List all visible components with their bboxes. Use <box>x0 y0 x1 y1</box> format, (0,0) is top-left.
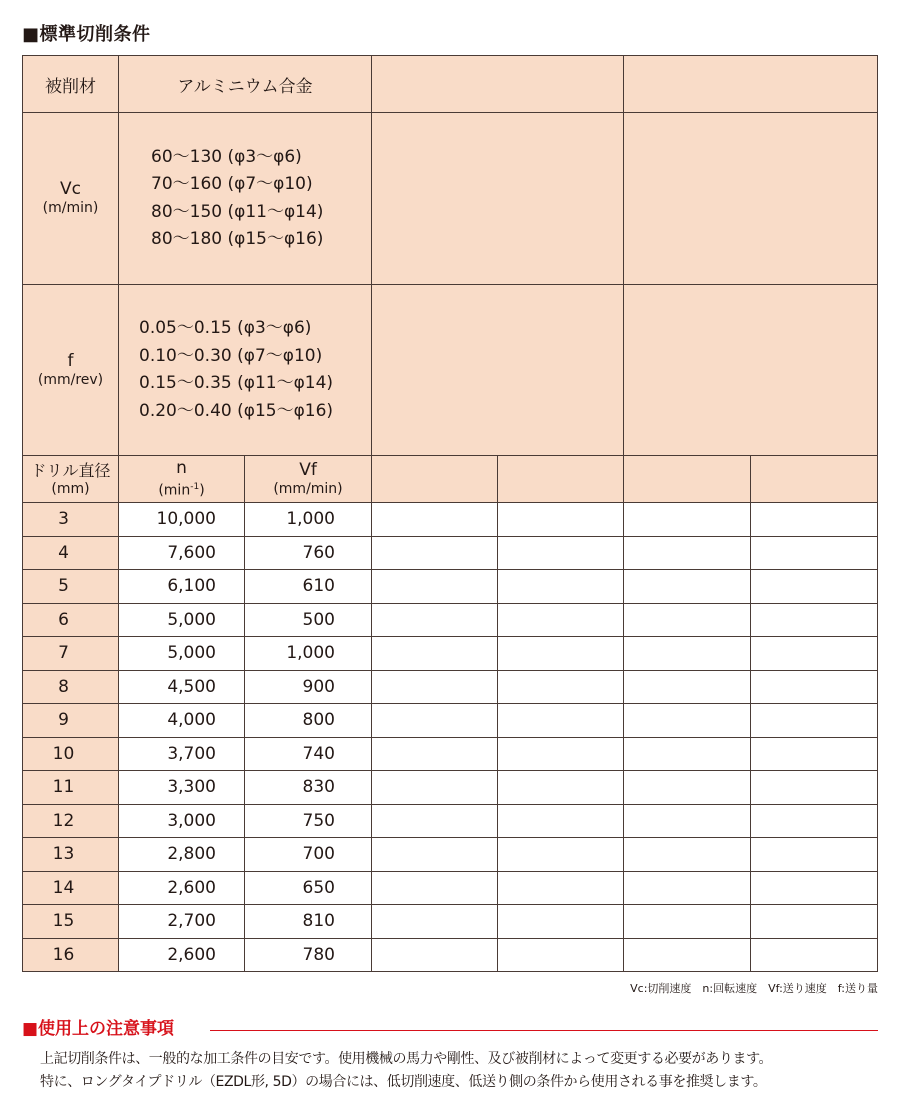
vc-unit: (m/min) <box>42 200 99 216</box>
empty-cell <box>751 704 878 738</box>
vf-header <box>245 456 372 503</box>
vc-value: 80～180 (φ15～φ16) <box>151 229 324 249</box>
notes-title: ■使用上の注意事項 <box>22 1018 182 1040</box>
empty-cell <box>372 871 498 905</box>
drill-diameter: 3 <box>23 503 119 537</box>
rotation-speed: 3,000 <box>119 804 245 838</box>
empty-cell <box>498 637 624 671</box>
feed-speed: 650 <box>245 871 372 905</box>
vc-value: 80～150 (φ11～φ14) <box>151 201 324 222</box>
n-label: n <box>176 457 187 478</box>
empty-cell <box>751 905 878 939</box>
drill-diameter: 11 <box>23 771 119 805</box>
header-empty <box>751 456 878 503</box>
table-row <box>23 804 878 838</box>
empty-cell <box>372 838 498 872</box>
rotation-speed: 6,100 <box>119 570 245 604</box>
empty-cell <box>372 670 498 704</box>
vc-label: Vc <box>60 179 81 199</box>
rotation-speed: 3,300 <box>119 771 245 805</box>
table-row <box>23 838 878 872</box>
table-row <box>23 603 878 637</box>
empty-cell <box>751 871 878 905</box>
drill-diameter: 10 <box>23 737 119 771</box>
drill-diameter: 8 <box>23 670 119 704</box>
drill-diameter: 16 <box>23 938 119 972</box>
feed-speed: 700 <box>245 838 372 872</box>
legend: Vc:切削速度 n:回転速度 Vf:送り速度 f:送り量 <box>630 982 878 995</box>
empty-cell <box>751 838 878 872</box>
feed-speed: 500 <box>245 603 372 637</box>
feed-speed: 1,000 <box>245 637 372 671</box>
empty-cell <box>751 503 878 537</box>
empty-cell <box>372 704 498 738</box>
drill-diameter: 13 <box>23 838 119 872</box>
material-empty-1 <box>372 56 624 113</box>
drill-diameter: 12 <box>23 804 119 838</box>
feed-speed: 900 <box>245 670 372 704</box>
empty-cell <box>372 905 498 939</box>
empty-cell <box>498 771 624 805</box>
empty-cell <box>751 804 878 838</box>
empty-cell <box>498 704 624 738</box>
empty-cell <box>624 737 751 771</box>
table-row <box>23 771 878 805</box>
empty-cell <box>372 771 498 805</box>
rotation-speed: 4,000 <box>119 704 245 738</box>
drill-diameter: 15 <box>23 905 119 939</box>
header-empty <box>498 456 624 503</box>
feed-speed: 830 <box>245 771 372 805</box>
n-header <box>119 456 245 503</box>
table-row <box>23 503 878 537</box>
vc-value: 70～160 (φ7～φ10) <box>151 174 313 194</box>
feed-speed: 800 <box>245 704 372 738</box>
f-label-cell <box>23 285 119 456</box>
vc-values <box>119 144 371 254</box>
dia-header <box>23 456 119 503</box>
header-empty <box>372 456 498 503</box>
n-unit: $(\min^{-1})$ <box>158 481 205 499</box>
feed-speed: 780 <box>245 938 372 972</box>
f-values-cell <box>119 285 372 456</box>
empty-cell <box>751 637 878 671</box>
rotation-speed: 2,800 <box>119 838 245 872</box>
empty-cell <box>498 905 624 939</box>
f-value: 0.20～0.40 (φ15～φ16) <box>139 400 334 421</box>
table-row <box>23 737 878 771</box>
material-row <box>23 56 878 113</box>
empty-cell <box>498 938 624 972</box>
empty-cell <box>372 503 498 537</box>
rotation-speed: 3,700 <box>119 737 245 771</box>
feed-speed: 810 <box>245 905 372 939</box>
empty-cell <box>624 704 751 738</box>
f-row <box>23 285 878 456</box>
vc-label-cell <box>23 113 119 285</box>
empty-cell <box>624 871 751 905</box>
drill-diameter: 7 <box>23 637 119 671</box>
empty-cell <box>751 603 878 637</box>
material-label: 被削材 <box>23 56 119 113</box>
empty-cell <box>624 503 751 537</box>
vc-empty-2 <box>624 113 878 285</box>
table-row <box>23 938 878 972</box>
empty-cell <box>751 570 878 604</box>
empty-cell <box>498 503 624 537</box>
empty-cell <box>751 670 878 704</box>
empty-cell <box>624 570 751 604</box>
dia-label: ドリル直径 <box>30 460 111 480</box>
f-empty-1 <box>372 285 624 456</box>
empty-cell <box>498 536 624 570</box>
section-title: ■標準切削条件 <box>22 24 151 45</box>
empty-cell <box>498 804 624 838</box>
rotation-speed: 2,600 <box>119 871 245 905</box>
f-value: 0.05～0.15 (φ3～φ6) <box>139 318 312 338</box>
empty-cell <box>751 536 878 570</box>
empty-cell <box>624 938 751 972</box>
material-empty-2 <box>624 56 878 113</box>
table-row <box>23 536 878 570</box>
table-row <box>23 570 878 604</box>
f-empty-2 <box>624 285 878 456</box>
data-rows <box>23 503 878 972</box>
empty-cell <box>372 536 498 570</box>
note-line-1: 上記切削条件は、一般的な加工条件の目安です。使用機械の馬力や剛性、及び被削材によって変更する必要があります。 <box>40 1051 773 1067</box>
empty-cell <box>624 771 751 805</box>
vc-row <box>23 113 878 285</box>
note-line-2: 特に、ロングタイプドリル（EZDL形, 5D）の場合には、低切削速度、低送り側の条件から使用される事を推奨します。 <box>40 1074 767 1090</box>
empty-cell <box>372 737 498 771</box>
material-value: アルミニウム合金 <box>119 56 372 113</box>
feed-speed: 740 <box>245 737 372 771</box>
table-row <box>23 905 878 939</box>
table-row <box>23 871 878 905</box>
header-empty <box>624 456 751 503</box>
rotation-speed: 2,700 <box>119 905 245 939</box>
vc-empty-1 <box>372 113 624 285</box>
f-value: 0.10～0.30 (φ7～φ10) <box>139 345 323 366</box>
vc-values-cell <box>119 113 372 285</box>
empty-cell <box>372 804 498 838</box>
empty-cell <box>498 570 624 604</box>
drill-diameter: 6 <box>23 603 119 637</box>
empty-cell <box>751 737 878 771</box>
notes-body <box>40 1048 772 1094</box>
drill-diameter: 14 <box>23 871 119 905</box>
empty-cell <box>624 838 751 872</box>
table-row <box>23 637 878 671</box>
vc-value: 60～130 (φ3～φ6) <box>151 146 302 167</box>
empty-cell <box>372 637 498 671</box>
column-header-row <box>23 456 878 503</box>
drill-diameter: 4 <box>23 536 119 570</box>
empty-cell <box>624 905 751 939</box>
rotation-speed: 7,600 <box>119 536 245 570</box>
f-unit: (mm/rev) <box>37 371 104 388</box>
empty-cell <box>372 938 498 972</box>
empty-cell <box>498 871 624 905</box>
feed-speed: 1,000 <box>245 503 372 537</box>
rotation-speed: 5,000 <box>119 637 245 671</box>
feed-speed: 760 <box>245 536 372 570</box>
dia-unit: (mm) <box>51 480 90 497</box>
rotation-speed: 10,000 <box>119 503 245 537</box>
empty-cell <box>751 938 878 972</box>
rotation-speed: 2,600 <box>119 938 245 972</box>
rotation-speed: 5,000 <box>119 603 245 637</box>
rotation-speed: 4,500 <box>119 670 245 704</box>
note-divider <box>210 1030 878 1031</box>
empty-cell <box>372 603 498 637</box>
drill-diameter: 5 <box>23 570 119 604</box>
drill-diameter: 9 <box>23 704 119 738</box>
empty-cell <box>624 804 751 838</box>
feed-speed: 610 <box>245 570 372 604</box>
empty-cell <box>751 771 878 805</box>
empty-cell <box>624 536 751 570</box>
empty-cell <box>624 603 751 637</box>
empty-cell <box>498 670 624 704</box>
f-value: 0.15～0.35 (φ11～φ14) <box>139 373 334 393</box>
empty-cell <box>624 637 751 671</box>
empty-cell <box>498 603 624 637</box>
table-row <box>23 670 878 704</box>
vf-label: Vf <box>299 459 317 480</box>
empty-cell <box>624 670 751 704</box>
feed-speed: 750 <box>245 804 372 838</box>
empty-cell <box>372 570 498 604</box>
vf-unit: (mm/min) <box>273 480 343 497</box>
f-label: f <box>67 350 74 371</box>
cutting-conditions-table <box>22 55 878 972</box>
table-row <box>23 704 878 738</box>
empty-cell <box>498 838 624 872</box>
empty-cell <box>498 737 624 771</box>
f-values <box>119 315 371 425</box>
